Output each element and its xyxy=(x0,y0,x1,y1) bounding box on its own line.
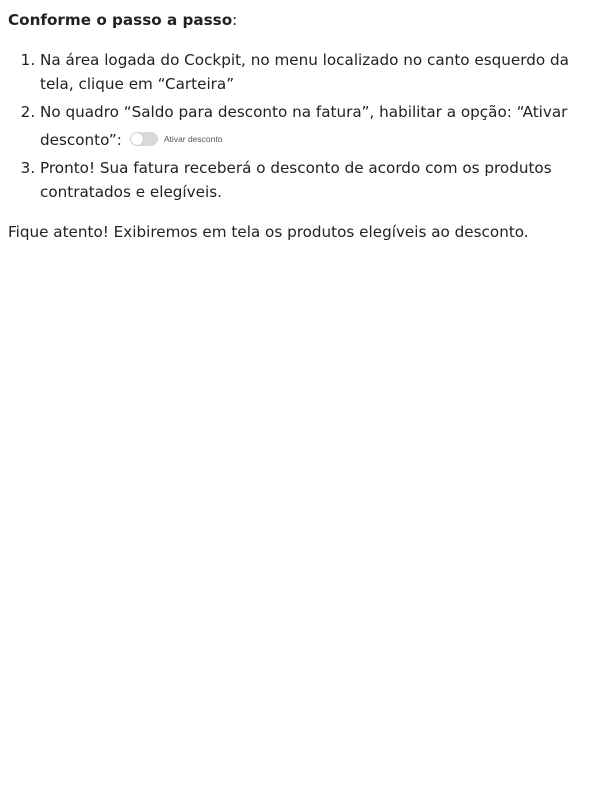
step-2-text-line2: desconto”: xyxy=(40,131,122,149)
intro-suffix: : xyxy=(232,11,238,29)
step-1-text: Na área logada do Cockpit, no menu localizado no canto esquerdo da tela, clique em “Carteira” xyxy=(40,51,569,93)
step-item-1 xyxy=(40,48,590,96)
toggle-label: Ativar desconto xyxy=(163,133,223,144)
step-3-text: Pronto! Sua fatura receberá o desconto de acordo com os produtos contratados e elegíveis. xyxy=(40,159,552,201)
step-item-3 xyxy=(40,156,590,204)
intro-bold-text: Conforme o passo a passo xyxy=(8,11,233,29)
step-2-text-line1: No quadro “Saldo para desconto na fatura”, habilitar a opção: “Ativar xyxy=(40,103,568,121)
intro-paragraph xyxy=(8,8,592,32)
closing-paragraph: Fique atento! Exibiremos em tela os produtos elegíveis ao desconto. xyxy=(8,223,529,241)
step-2-line2 xyxy=(40,128,222,152)
steps-list xyxy=(8,48,590,204)
toggle-knob xyxy=(131,133,143,145)
ativar-desconto-toggle[interactable] xyxy=(130,132,223,146)
step-item-2 xyxy=(40,100,590,152)
toggle-track[interactable] xyxy=(130,132,158,146)
